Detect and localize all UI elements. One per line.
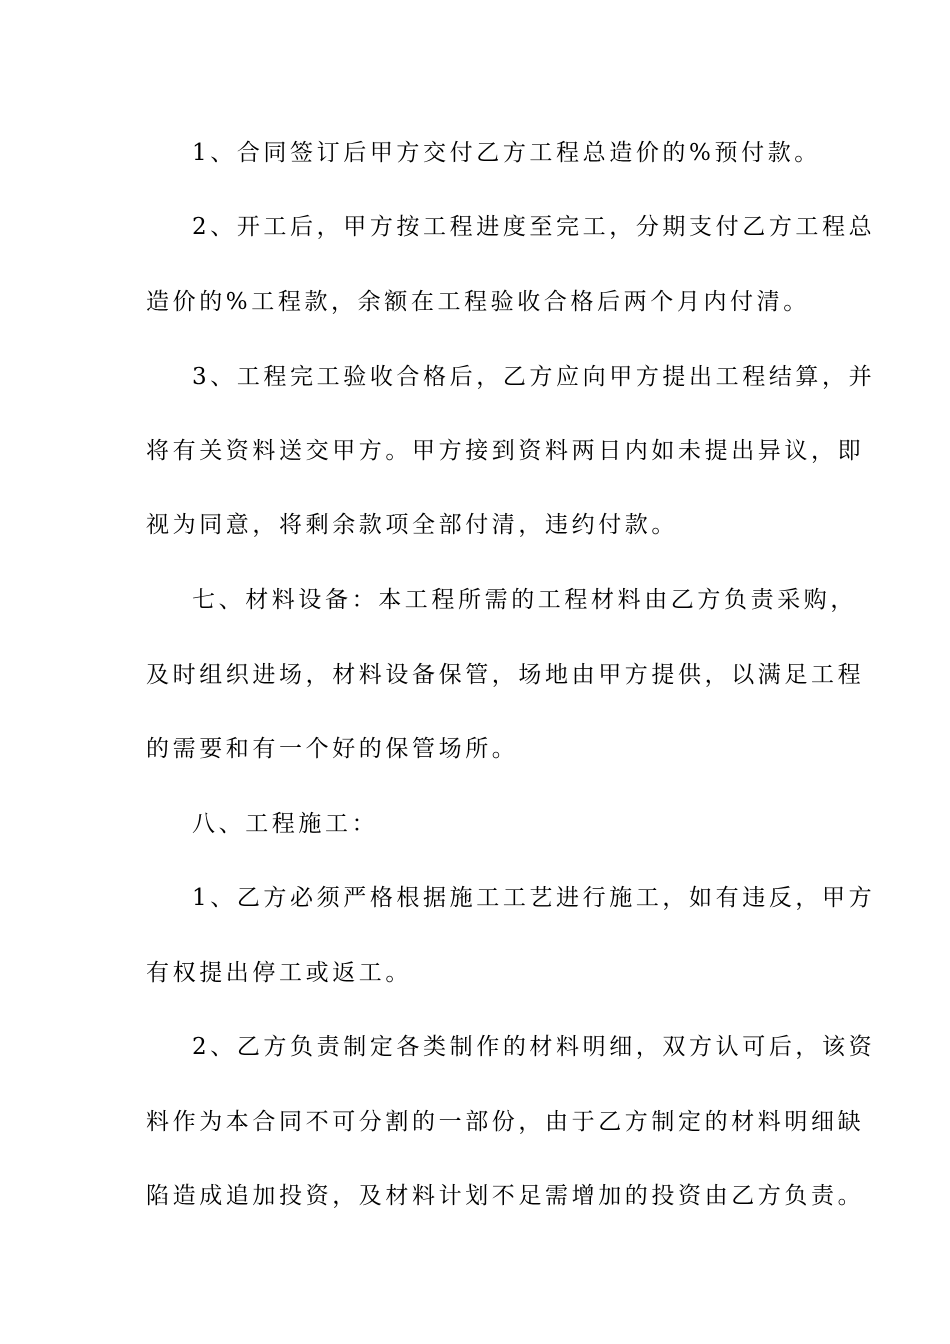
- text-line-5: 将有关资料送交甲方。甲方接到资料两日内如未提出异议，即: [146, 438, 865, 464]
- text-line-15: 陷造成追加投资，及材料计划不足需增加的投资由乙方负责。: [146, 1183, 865, 1209]
- text-line-6: 视为同意，将剩余款项全部付清，违约付款。: [146, 512, 678, 538]
- text-line-8: 及时组织进场，材料设备保管，场地由甲方提供，以满足工程: [146, 662, 865, 688]
- text-line-3: 造价的%工程款，余额在工程验收合格后两个月内付清。: [146, 289, 810, 315]
- text-line-1: 1、合同签订后甲方交付乙方工程总造价的%预付款。: [192, 140, 821, 166]
- text-line-13: 2、乙方负责制定各类制作的材料明细，双方认可后，该资: [192, 1034, 876, 1060]
- text-line-4: 3、工程完工验收合格后，乙方应向甲方提出工程结算，并: [192, 364, 876, 390]
- text-line-9: 的需要和有一个好的保管场所。: [146, 736, 519, 762]
- text-line-2: 2、开工后，甲方按工程进度至完工，分期支付乙方工程总: [192, 214, 876, 240]
- text-line-7: 七、材料设备：本工程所需的工程材料由乙方负责采购，: [192, 587, 857, 613]
- text-line-10: 八、工程施工：: [192, 811, 379, 837]
- text-line-14: 料作为本合同不可分割的一部份，由于乙方制定的材料明细缺: [146, 1109, 865, 1135]
- text-line-12: 有权提出停工或返工。: [146, 960, 412, 986]
- text-line-11: 1、乙方必须严格根据施工工艺进行施工，如有违反，甲方: [192, 885, 876, 911]
